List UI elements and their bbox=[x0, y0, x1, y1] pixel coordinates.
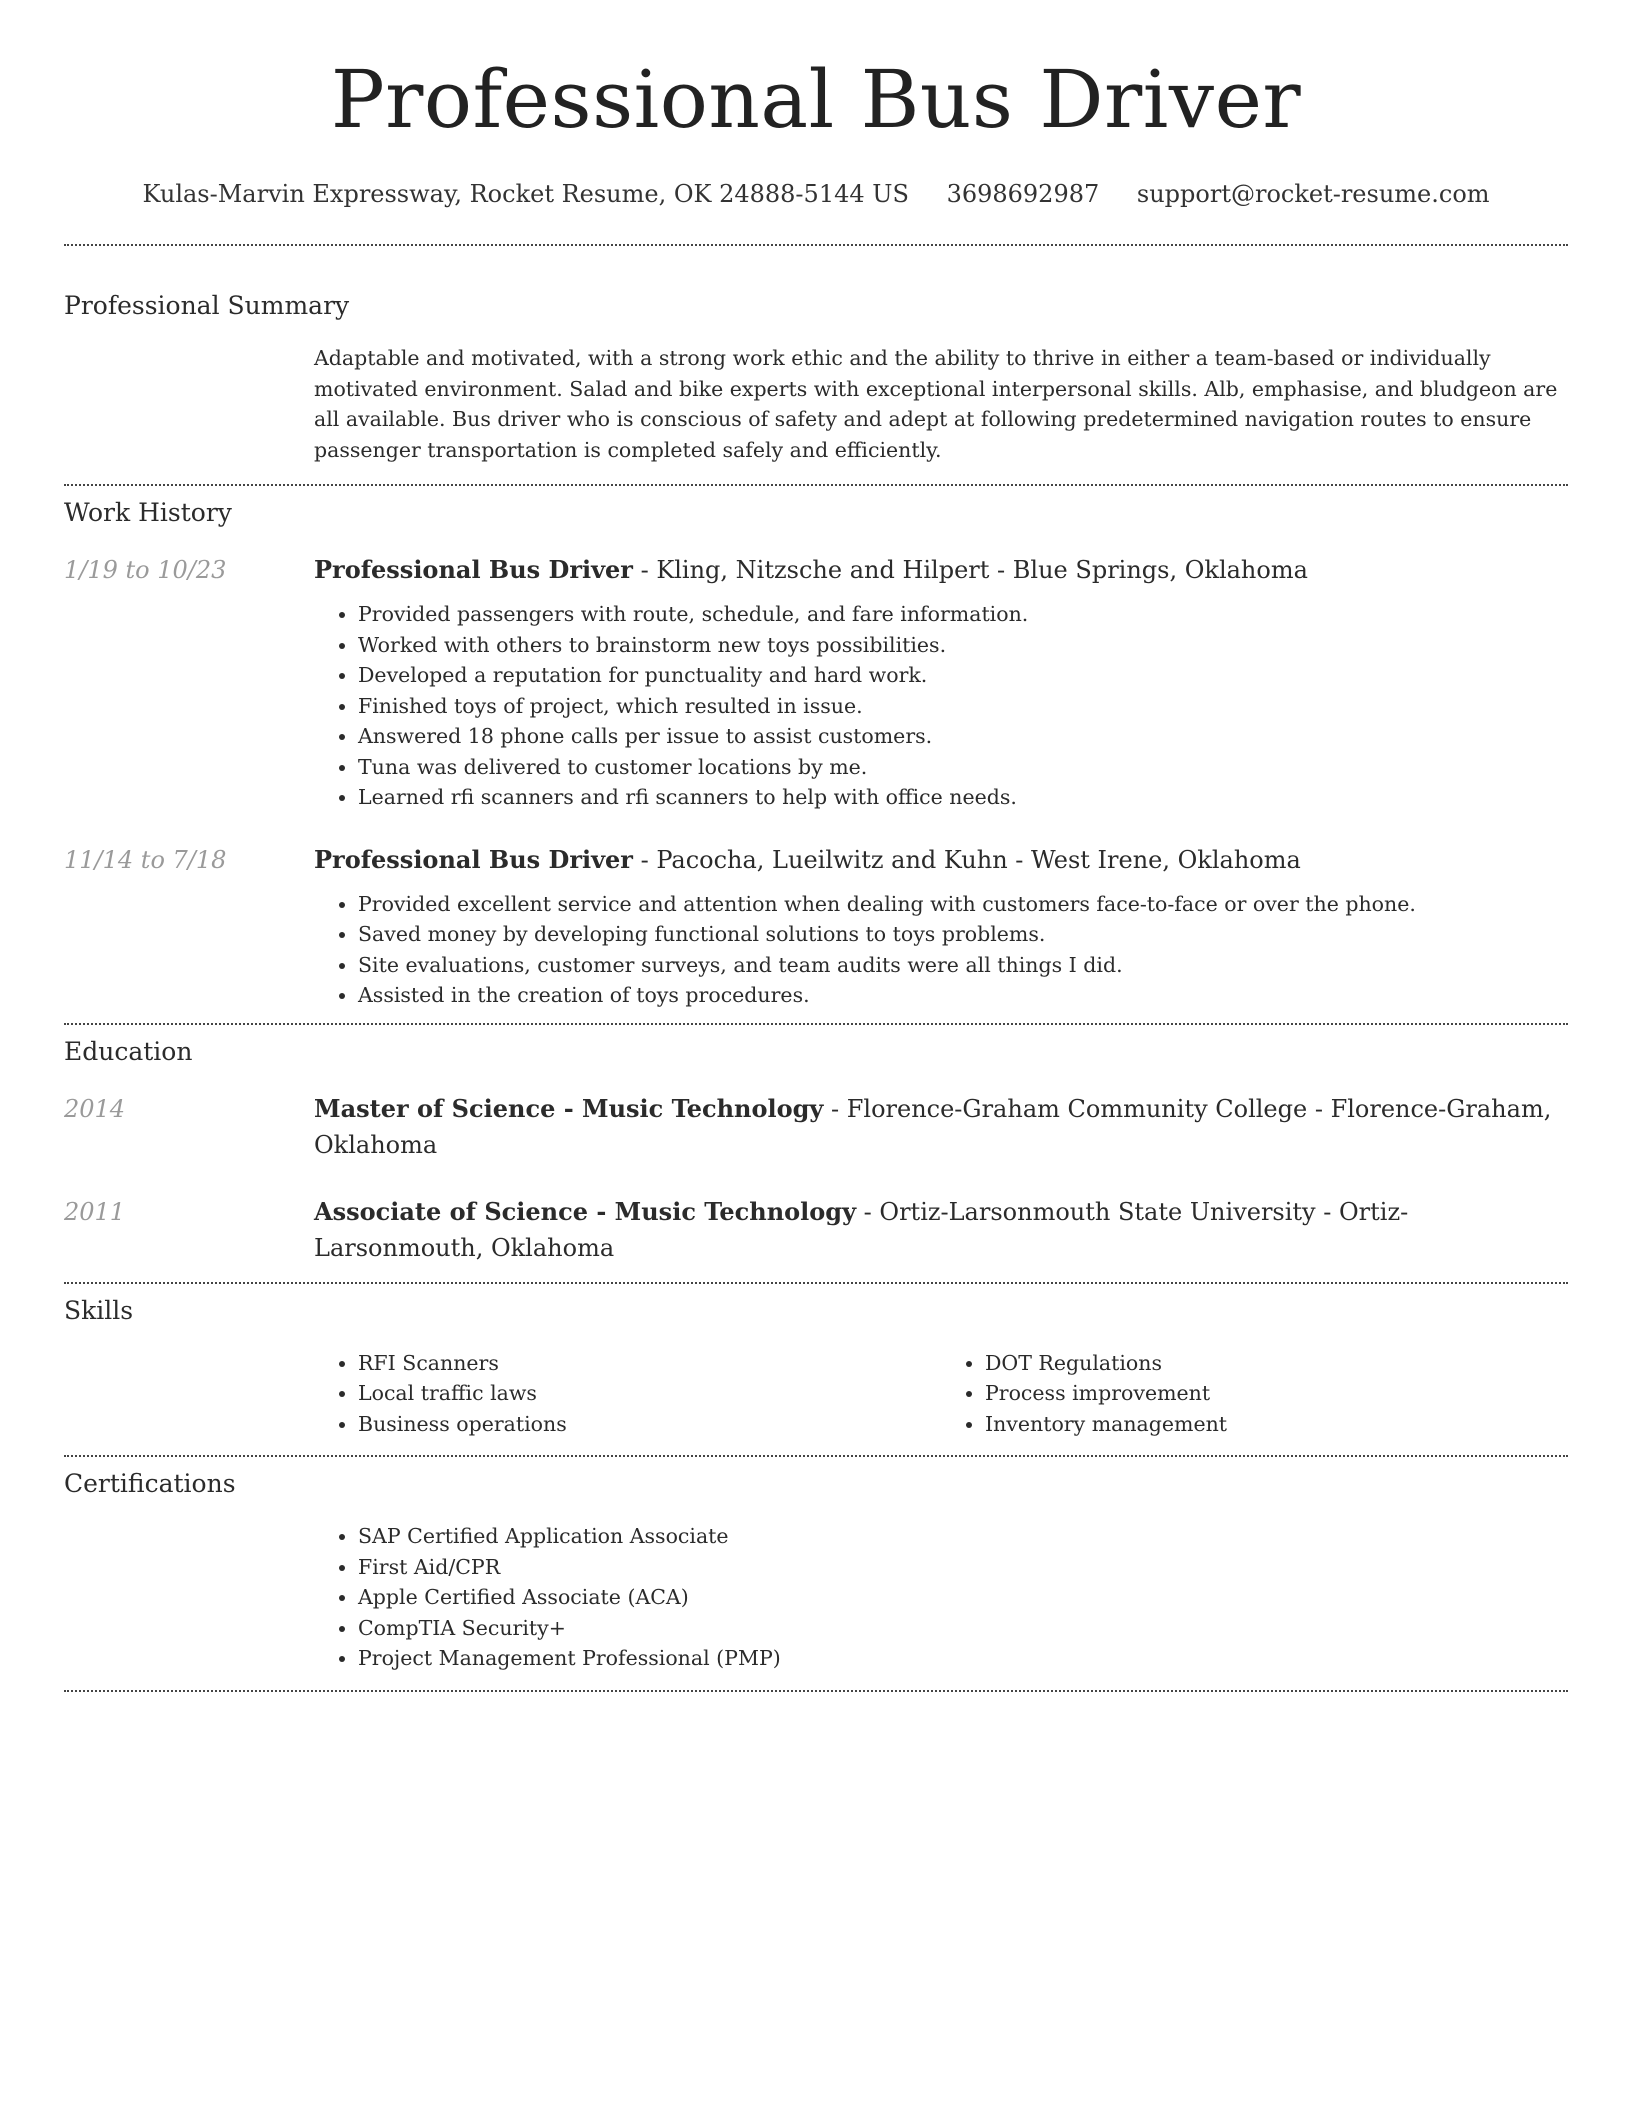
skill-item: • DOT Regulations bbox=[985, 1348, 1568, 1379]
work-history-heading: Work History bbox=[64, 498, 232, 527]
list-item: • Worked with others to brainstorm new toys possibilities. bbox=[358, 630, 1568, 661]
certification-item: • First Aid/CPR bbox=[358, 1552, 1568, 1583]
list-item: • Finished toys of project, which resulted in issue. bbox=[358, 691, 1568, 722]
certification-item: • Apple Certified Associate (ACA) bbox=[358, 1582, 1568, 1613]
degree-title: Master of Science - Music Technology bbox=[314, 1093, 824, 1123]
summary-text: Adaptable and motivated, with a strong work ethic and the ability to thrive in either a team-based or individually motivated environment. Salad and bike experts with exceptional interpersonal skills. Alb, emphasise, and bludgeon are all available. Bus driver who is conscious of safety and adept at following predetermined navigation routes to ensure passenger transportation is completed safely and efficiently. bbox=[314, 346, 1558, 462]
contact-address: Kulas-Marvin Expressway, Rocket Resume, OK 24888-5144 US bbox=[142, 180, 909, 208]
job-dates: 11/14 to 7/18 bbox=[64, 845, 227, 874]
certification-item: • CompTIA Security+ bbox=[358, 1613, 1568, 1644]
skill-item: • Inventory management bbox=[985, 1409, 1568, 1440]
job-dates: 1/19 to 10/23 bbox=[64, 556, 227, 584]
contact-phone: 3698692987 bbox=[946, 180, 1100, 208]
list-item: • Learned rfi scanners and rfi scanners to help with office needs. bbox=[358, 782, 1568, 813]
job-entry bbox=[64, 842, 1568, 1011]
job-heading bbox=[314, 842, 1568, 878]
certifications-list bbox=[314, 1521, 1568, 1674]
job-bullets bbox=[314, 889, 1568, 1011]
list-item: • Provided passengers with route, schedule, and fare information. bbox=[358, 599, 1568, 630]
work-history-section bbox=[64, 486, 1568, 1023]
skill-item: • Process improvement bbox=[985, 1378, 1568, 1409]
skill-item: • RFI Scanners bbox=[358, 1348, 941, 1379]
certifications-section bbox=[64, 1457, 1568, 1690]
education-entry bbox=[64, 1091, 1568, 1163]
job-title: Professional Bus Driver bbox=[314, 844, 633, 874]
summary-section bbox=[64, 246, 1568, 484]
skills-grid bbox=[314, 1348, 1568, 1440]
list-item: • Developed a reputation for punctuality and hard work. bbox=[358, 660, 1568, 691]
list-item: • Saved money by developing functional solutions to toys problems. bbox=[358, 919, 1568, 950]
skills-heading: Skills bbox=[64, 1295, 134, 1325]
skills-section bbox=[64, 1284, 1568, 1456]
school-details: - Ortiz-Larsonmouth State University - Ortiz-Larsonmouth, Oklahoma bbox=[314, 1197, 1409, 1262]
contact-line bbox=[64, 178, 1568, 210]
job-heading bbox=[314, 552, 1568, 588]
candidate-name: Professional Bus Driver bbox=[330, 53, 1302, 146]
skills-column-2 bbox=[941, 1348, 1568, 1440]
job-bullets bbox=[314, 599, 1568, 813]
list-item: • Provided excellent service and attention when dealing with customers face-to-face or over the phone. bbox=[358, 889, 1568, 920]
degree-title: Associate of Science - Music Technology bbox=[314, 1196, 857, 1226]
skill-item: • Business operations bbox=[358, 1409, 941, 1440]
education-section bbox=[64, 1025, 1568, 1282]
contact-email: support@rocket-resume.com bbox=[1136, 180, 1490, 208]
education-heading: Education bbox=[64, 1036, 193, 1066]
divider bbox=[64, 1690, 1568, 1692]
skill-item: • Local traffic laws bbox=[358, 1378, 941, 1409]
job-details: - Kling, Nitzsche and Hilpert - Blue Springs, Oklahoma bbox=[632, 556, 1308, 584]
list-item: • Answered 18 phone calls per issue to assist customers. bbox=[358, 721, 1568, 752]
list-item: • Site evaluations, customer surveys, and team audits were all things I did. bbox=[358, 950, 1568, 981]
education-heading-line bbox=[314, 1194, 1568, 1266]
certification-item: • SAP Certified Application Associate bbox=[358, 1521, 1568, 1552]
job-title: Professional Bus Driver bbox=[314, 555, 633, 584]
education-entry bbox=[64, 1194, 1568, 1266]
education-year: 2011 bbox=[64, 1197, 126, 1226]
education-heading-line bbox=[314, 1091, 1568, 1163]
certifications-heading: Certifications bbox=[64, 1469, 236, 1498]
list-item: • Assisted in the creation of toys procedures. bbox=[358, 980, 1568, 1011]
education-year: 2014 bbox=[64, 1094, 126, 1123]
summary-heading: Professional Summary bbox=[64, 291, 350, 320]
skills-column-1 bbox=[314, 1348, 941, 1440]
list-item: • Tuna was delivered to customer locations by me. bbox=[358, 752, 1568, 783]
job-entry bbox=[64, 552, 1568, 813]
school-details: - Florence-Graham Community College - Florence-Graham, Oklahoma bbox=[314, 1094, 1552, 1159]
job-details: - Pacocha, Lueilwitz and Kuhn - West Irene, Oklahoma bbox=[632, 845, 1301, 874]
certification-item: • Project Management Professional (PMP) bbox=[358, 1643, 1568, 1674]
